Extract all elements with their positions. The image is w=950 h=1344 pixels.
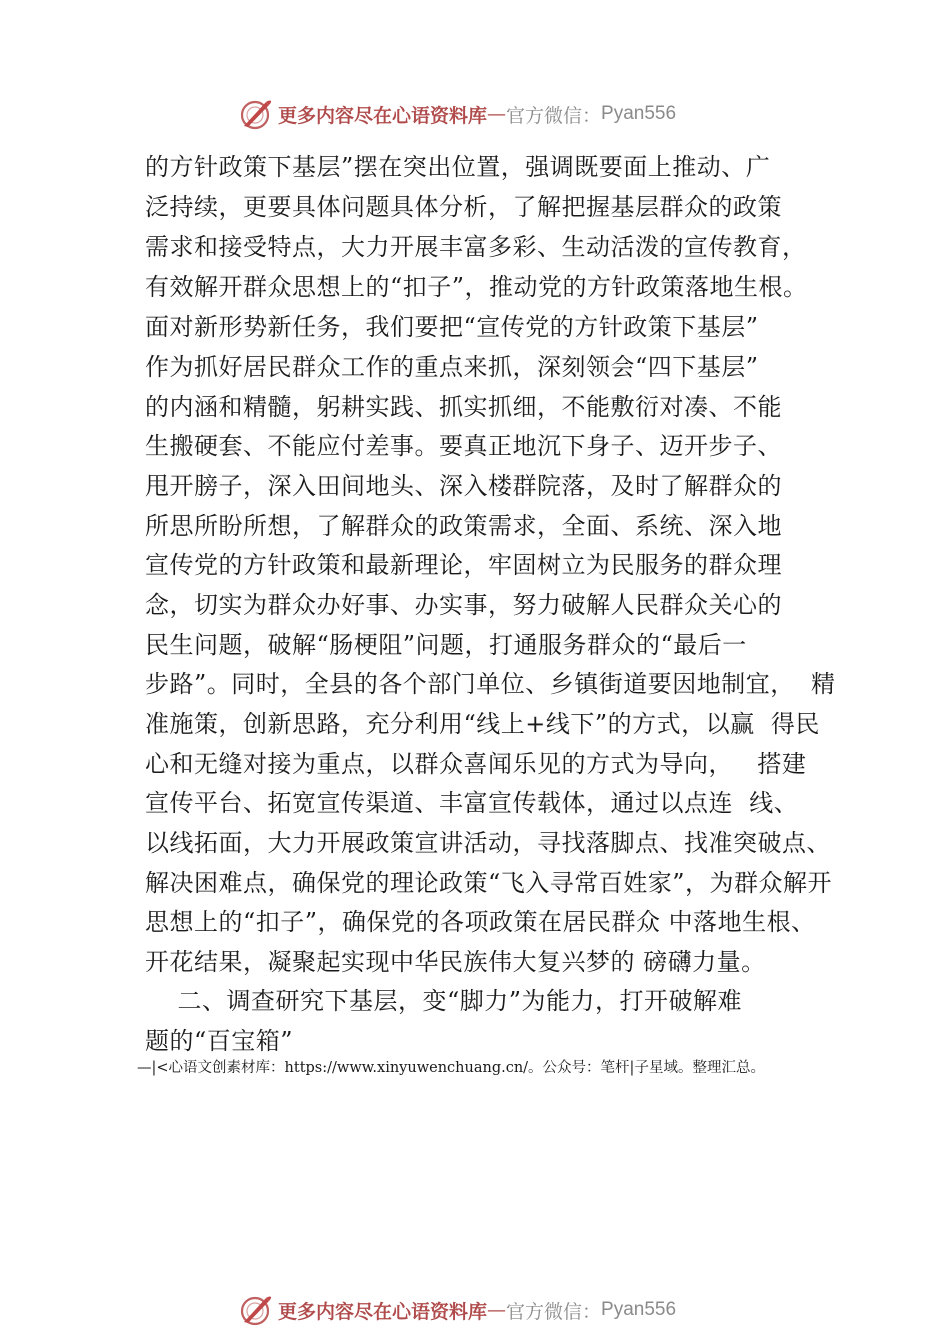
body-line: 心和无缝对接为重点，以群众喜闻乐见的方式为导向， 搭建 [145,750,807,778]
banner-wechat-id: Pyan556 [601,1299,677,1320]
banner-title: 更多内容尽在心语资料库 [278,104,488,127]
section-heading: 二、调查研究下基层，变“脚力”为能力，打开破解难 [145,987,743,1015]
banner-wechat-label: 官方微信： [506,104,602,127]
body-line: 思想上的“扣子”，确保党的各项政策在居民群众 中落地生根、 [145,908,816,936]
body-line: 开花结果，凝聚起实现中华民族伟大复兴梦的 磅礴力量。 [145,948,766,976]
body-line: 面对新形势新任务，我们要把“宣传党的方针政策下基层” [145,313,759,341]
body-line: 民生问题，破解“肠梗阻”问题，打通服务群众的“最后一 [145,631,747,659]
banner-wechat-label: 官方微信： [506,1300,602,1323]
body-line: 念，切实为群众办好事、办实事，努力破解人民群众关心的 [145,591,782,619]
source-footnote: —|<心语文创素材库：https://www.xinyuwenchuang.cn/。公众号：笔杆|子星域。整理汇总。 [137,1060,765,1076]
body-line: 步路”。同时，全县的各个部门单位、乡镇街道要因地制宜， 精 [145,670,836,698]
banner-separator: — [487,103,507,125]
body-line: 需求和接受特点，大力开展丰富多彩、生动活泼的宣传教育， [145,233,807,261]
body-line: 的内涵和精髓，躬耕实践、抓实抓细，不能敷衍对凑、不能 [145,393,782,421]
body-line: 宣传党的方针政策和最新理论，牢固树立为民服务的群众理 [145,551,782,579]
body-line: 作为抓好居民群众工作的重点来抓，深刻领会“四下基层” [145,353,759,381]
body-line: 准施策，创新思路，充分利用“线上+线下”的方式，以赢 得民 [145,710,820,738]
body-line: 生搬硬套、不能应付差事。要真正地沉下身子、迈开步子、 [145,432,782,460]
body-line: 以线拓面，大力开展政策宣讲活动，寻找落脚点、找准突破点、 [145,829,831,857]
body-line: 宣传平台、拓宽宣传渠道、丰富宣传载体，通过以点连 线、 [145,789,799,817]
header-banner [238,94,738,134]
quill-logo-icon [238,96,274,132]
banner-separator: — [487,1299,507,1321]
section-heading-continued: 题的“百宝箱” [145,1027,294,1055]
footer-banner [238,1290,738,1330]
body-line: 的方针政策下基层”摆在突出位置，强调既要面上推动、广 [145,153,771,181]
banner-title: 更多内容尽在心语资料库 [278,1300,488,1323]
body-line: 所思所盼所想，了解群众的政策需求，全面、系统、深入地 [145,512,782,540]
quill-logo-icon [238,1292,274,1328]
body-line: 有效解开群众思想上的“扣子”，推动党的方针政策落地生根。 [145,273,808,301]
banner-wechat-id: Pyan556 [601,103,677,124]
body-line: 解决困难点，确保党的理论政策“飞入寻常百姓家”，为群众解开 [145,869,833,897]
body-line: 泛持续，更要具体问题具体分析，了解把握基层群众的政策 [145,193,782,221]
body-line: 甩开膀子，深入田间地头、深入楼群院落，及时了解群众的 [145,472,782,500]
